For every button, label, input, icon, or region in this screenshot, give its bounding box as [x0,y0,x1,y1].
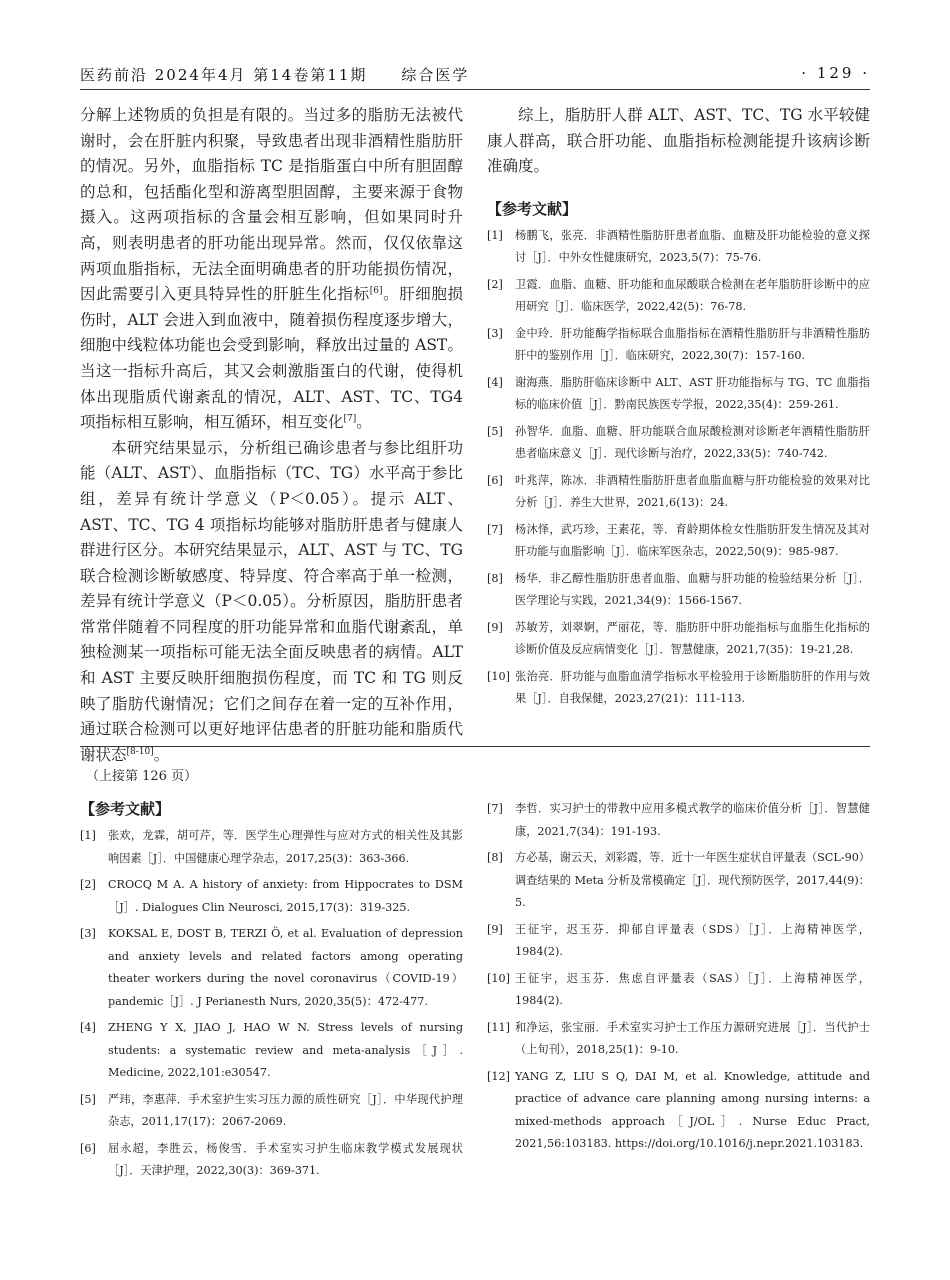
reference-text: KOKSAL E, DOST B, TERZI Ö, et al. Evaluation of depression and anxiety levels and related factors among operating theater workers during the novel coronavirus（COVID-19）pandemic［J］. J Perianesth Nurs, 2020,35(5)：472-477. [108,927,463,1008]
paragraph-text: 分解上述物质的负担是有限的。当过多的脂肪无法被代谢时，会在肝脏内积聚，导致患者出现非酒精性脂肪肝的情况。另外，血脂指标 TC 是指脂蛋白中所有胆固醇的总和，包括酯化型和游离型胆固醇，主要来源于食物摄入。这两项指标的含量会相互影响，但如果同时升高，则表明患者的肝功能出现异常。然而，仅仅依靠这两项血脂指标，无法全面明确患者的肝功能损伤情况，因此需要引入更具特异性的肝脏生化指标 [80,106,463,304]
reference-text: 杨沐怿，武巧珍，王素花，等．育龄期体检女性脂肪肝发生情况及其对肝功能与血脂影响［J］．临床军医杂志，2022,50(9)：985-987. [515,522,870,559]
reference-item [487,274,870,319]
paragraph-conclusion: 综上，脂肪肝人群 ALT、AST、TC、TG 水平较健康人群高，联合肝功能、血脂指标检测能提升该病诊断准确度。 [487,106,870,176]
reference-item [487,372,870,417]
paragraph-discussion [80,103,463,436]
references-heading: 【参考文献】 [80,800,171,818]
reference-text: CROCQ M A. A history of anxiety: from Hippocrates to DSM［J］. Dialogues Clin Neurosci, 2015,17(3)：319-325. [108,878,463,914]
paragraph-results [80,436,463,769]
paragraph-text: 本研究结果显示，分析组已确诊患者与参比组肝功能（ALT、AST）、血脂指标（TC、TG）水平高于参比组，差异有统计学意义（P＜0.05）。提示 ALT、AST、TC、TG 4 项指标均能够对脂肪肝患者与健康人群进行区分。本研究结果显示，ALT、AST 与 TC、TG 联合检测诊断敏感度、特异度、符合率高于单一检测，差异有统计学意义（P＜0.05）。分析原因，脂肪肝患者常常伴随着不同程度的肝功能异常和血脂代谢紊乱，单独检测某一项指标可能无法全面反映患者的病情。ALT 和 AST 主要反映肝细胞损伤程度，而 TC 和 TG 则反映了脂肪代谢情况；它们之间存在着一定的互补作用，通过联合检测可以更好地评估患者的肝脏功能和脂质代谢状态 [80,438,463,764]
reference-number: [2] [80,878,96,891]
reference-text: 屈永超，李胜云，杨俊雪．手术室实习护生临床教学模式发展现状［J］．天津护理，2022,30(3)：369-371. [108,1141,463,1177]
references-heading: 【参考文献】 [487,199,578,218]
reference-item [80,874,463,919]
reference-number: [10] [487,669,510,683]
reference-number: [8] [487,851,503,864]
reference-text: 卫霞．血脂、血糖、肝功能和血尿酸联合检测在老年脂肪肝诊断中的应用研究［J］．临床医学，2022,42(5)：76-78. [515,277,870,314]
header-rule [80,89,870,90]
reference-text: 杨鹏飞，张亮．非酒精性脂肪肝患者血脂、血糖及肝功能检验的意义探讨［J］．中外女性健康研究，2023,5(7)：75-76. [515,228,870,265]
reference-number: [1] [487,228,503,242]
section-separator [80,746,870,747]
references-list [80,825,463,1183]
reference-number: [4] [487,375,503,389]
references-list [487,225,870,711]
reference-item [80,825,463,870]
reference-number: [12] [487,1069,510,1083]
reference-number: [5] [487,424,503,438]
reference-number: [1] [80,829,96,842]
reference-number: [3] [487,326,503,340]
reference-number: [2] [487,277,503,291]
paragraph-text: 。肝细胞损伤时，ALT 会进入到血液中，随着损伤程度逐步增大，细胞中线粒体功能也会受到影响，释放出过量的 AST。当这一指标升高后，其又会刺激脂蛋白的代谢，使得机体出现脂质代谢紊乱的情况，ALT、AST、TC、TG4 项指标相互影响，相互循环，相互变化 [80,285,463,432]
paragraph-text: 。 [356,413,372,432]
right-column [487,103,870,715]
reference-item [487,847,870,915]
reference-number: [10] [487,971,510,985]
reference-text: 李哲．实习护士的带教中应用多模式教学的临床价值分析［J］．智慧健康，2021,7(34)：191-193. [515,802,870,838]
citation: [6] [369,286,383,296]
continuation-note: （上接第 126 页） [86,769,198,784]
reference-number: [4] [80,1021,96,1034]
reference-number: [9] [487,922,503,936]
reference-text: 谢海燕．脂肪肝临床诊断中 ALT、AST 肝功能指标与 TG、TC 血脂指标的临床价值［J］．黔南民族医专学报，2022,35(4)：259-261. [515,375,870,412]
reference-number: [7] [487,802,503,815]
reference-number: [5] [80,1092,96,1106]
reference-text: 孙智华．血脂、血糖、肝功能联合血尿酸检测对诊断老年酒精性脂肪肝患者临床意义［J］．现代诊断与治疗，2022,33(5)：740-742. [515,424,870,461]
reference-item [487,568,870,613]
reference-item [487,323,870,368]
reference-text: 张治亮．肝功能与血脂血清学指标水平检验用于诊断脂肪肝的作用与效果［J］．自我保健，2023,27(21)：111-113. [515,669,870,706]
reference-text: 苏敏芳，刘翠婀，严丽花，等．脂肪肝中肝功能指标与血脂生化指标的诊断价值及反应病情变化［J］．智慧健康，2021,7(35)：19-21,28. [515,620,870,657]
reference-item [487,919,870,964]
journal-info: 医药前沿 2024年4月 第14卷第11期 综合医学 [80,66,470,84]
running-header [80,64,870,86]
reference-number: [11] [487,1020,510,1034]
reference-item [487,1017,870,1062]
reference-number: [8] [487,571,503,585]
reference-number: [6] [80,1141,96,1155]
reference-item [80,1017,463,1085]
bottom-right-column [487,798,870,1160]
reference-item [487,617,870,662]
reference-item [487,798,870,843]
citation: [8-10] [126,746,154,757]
reference-item [487,519,870,564]
reference-item [487,666,870,711]
reference-item [487,225,870,270]
reference-item [487,1066,870,1156]
left-column [80,103,463,768]
reference-number: [3] [80,927,96,940]
reference-text: 金中玲．肝功能酶学指标联合血脂指标在酒精性脂肪肝与非酒精性脂肪肝中的鉴别作用［J］．临床研究，2022,30(7)：157-160. [515,326,870,363]
paragraph-text: 。 [153,745,170,764]
reference-number: [7] [487,522,503,536]
reference-item [80,1089,463,1134]
reference-item [80,923,463,1013]
references-list [487,798,870,1156]
reference-text: YANG Z, LIU S Q, DAI M, et al. Knowledge, attitude and practice of advance care planning among nursing interns: a mixed-methods approach［J/OL］. Nurse Educ Pract, 2021,56:103183. https://doi.org/10.1016/j.nepr.2021.103183. [515,1069,870,1150]
reference-item [487,421,870,466]
citation: [7] [343,413,357,424]
reference-text: 严玮，李惠萍．手术室护生实习压力源的质性研究［J］．中华现代护理杂志，2011,17(17)：2067-2069. [108,1092,463,1128]
reference-text: 杨华．非乙醇性脂肪肝患者血脂、血糖与肝功能的检验结果分析［J］．医学理论与实践，2021,34(9)：1566-1567. [515,571,870,608]
reference-text: 王征宇，迟玉芬．抑郁自评量表（SDS）［J］．上海精神医学，1984(2). [515,922,870,958]
reference-text: ZHENG Y X, JIAO J, HAO W N. Stress levels of nursing students: a systematic review and meta-analysis［J］. Medicine, 2022,101:e30547. [108,1021,463,1079]
reference-number: [6] [487,473,503,487]
reference-text: 张欢，龙霖，胡可芹，等．医学生心理弹性与应对方式的相关性及其影响因素［J］．中国健康心理学杂志，2017,25(3)：363-366. [108,829,463,865]
page-number: · 129 · [801,64,870,82]
bottom-left-column [80,798,463,1187]
reference-text: 和净运，张宝丽．手术室实习护士工作压力源研究进展［J］．当代护士（上旬刊），2018,25(1)：9-10. [515,1020,870,1056]
reference-item [487,968,870,1013]
reference-text: 叶兆萍，陈冰．非酒精性脂肪肝患者血脂血糖与肝功能检验的效果对比分析［J］．养生大世界，2021,6(13)：24. [515,473,870,510]
reference-number: [9] [487,620,503,634]
reference-item [487,470,870,515]
reference-text: 方必基，谢云天，刘彩霞，等．近十一年医生症状自评量表（SCL-90）调查结果的 Meta 分析及常模确定［J］．现代预防医学，2017,44(9)：5. [515,851,870,909]
reference-item [80,1138,463,1183]
reference-text: 王征宇，迟玉芬．焦虑自评量表（SAS）［J］．上海精神医学，1984(2). [515,971,870,1007]
